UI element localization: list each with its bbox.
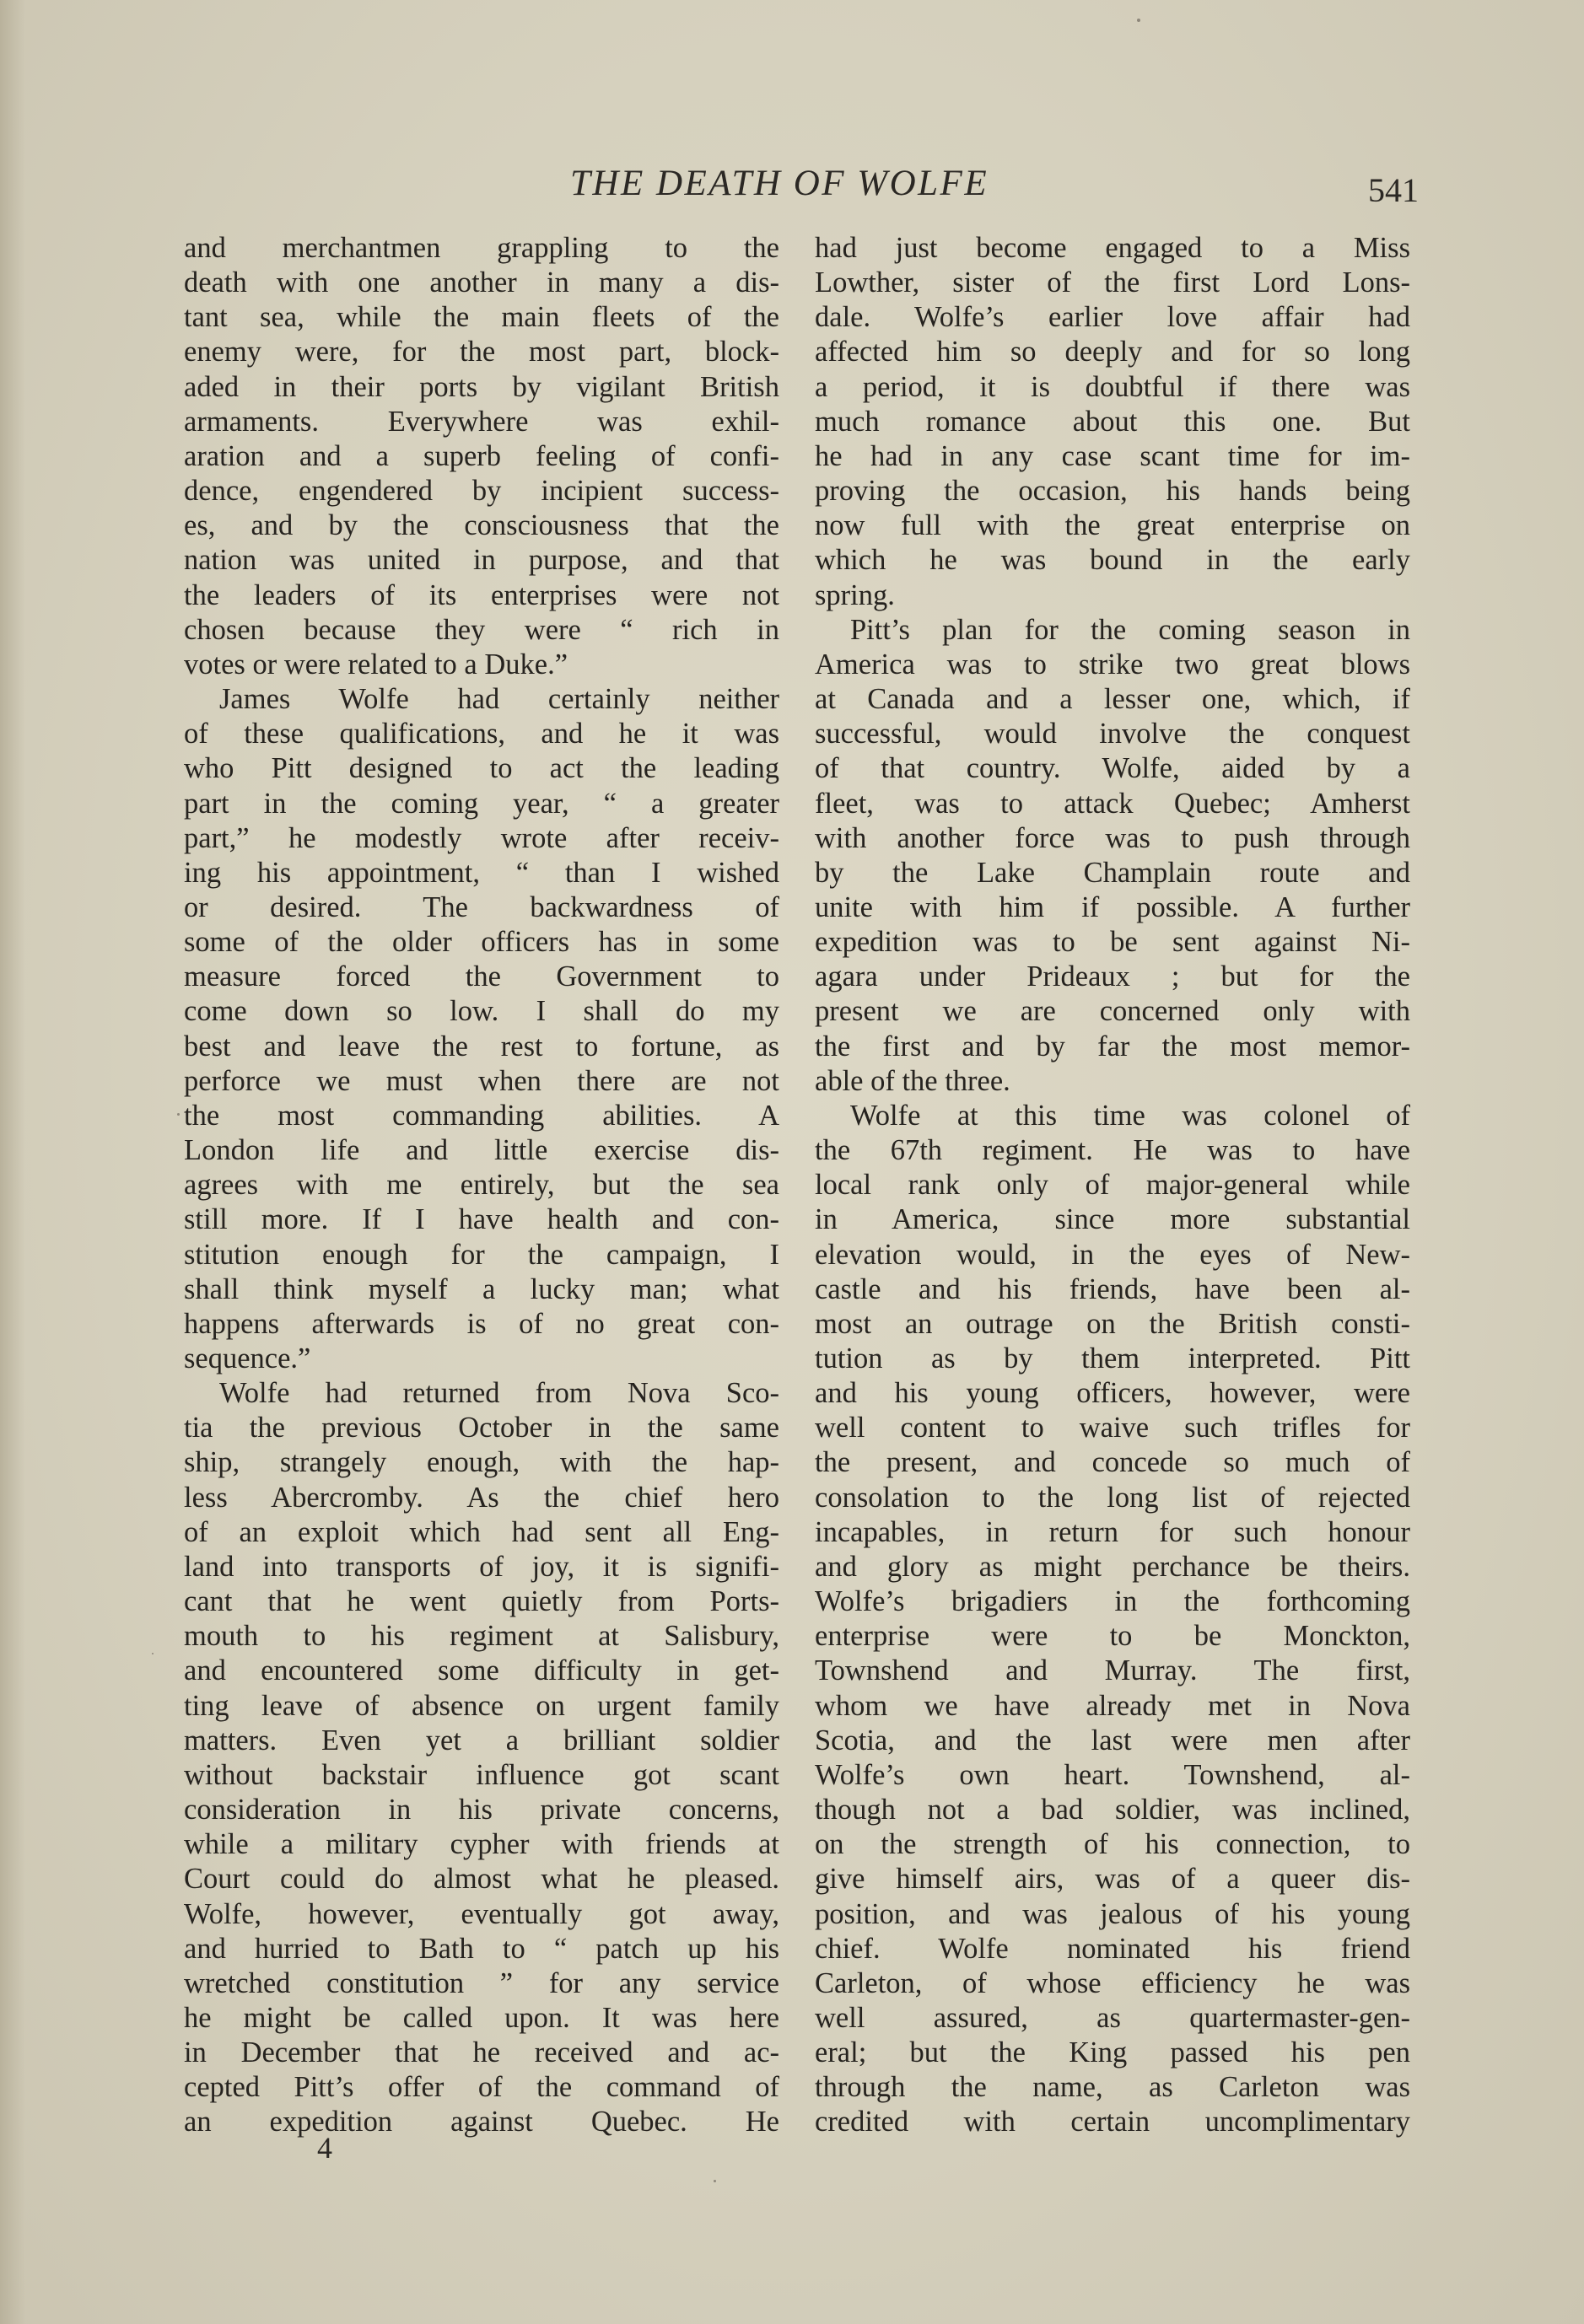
text-line: able of the three.: [815, 1064, 1010, 1097]
text-line: nation was united in purpose, and that: [184, 544, 779, 577]
text-line: cant that he went quietly from Ports-: [184, 1585, 779, 1618]
page-number: 541: [1368, 171, 1419, 209]
text-line: expedition was to be sent against Ni-: [815, 926, 1410, 959]
text-line: position, and was jealous of his young: [815, 1897, 1410, 1930]
paper-speck: [714, 2180, 716, 2182]
text-line: unite with him if possible. A further: [815, 890, 1410, 923]
text-line: armaments. Everywhere was exhil-: [184, 405, 779, 438]
text-line: though not a bad soldier, was inclined,: [815, 1794, 1410, 1826]
text-line: proving the occasion, his hands being: [815, 475, 1410, 508]
text-line: tution as by them interpreted. Pitt: [815, 1342, 1410, 1374]
text-line: votes or were related to a Duke.”: [184, 648, 568, 681]
text-line: part in the coming year, “ a greater: [184, 787, 779, 820]
text-line: Wolfe at this time was colonel of: [850, 1099, 1410, 1132]
text-line: of that country. Wolfe, aided by a: [815, 752, 1410, 785]
text-line: elevation would, in the eyes of New-: [815, 1238, 1410, 1271]
text-line: the leaders of its enterprises were not: [184, 578, 779, 611]
running-title: THE DEATH OF WOLFE: [570, 164, 989, 203]
text-line: part,” he modestly wrote after receiv-: [184, 821, 779, 854]
text-line: consideration in his private concerns,: [184, 1794, 779, 1826]
text-line: and his young officers, however, were: [815, 1377, 1410, 1410]
text-line: at Canada and a lesser one, which, if: [815, 683, 1410, 716]
text-line: and glory as might perchance be theirs.: [815, 1550, 1410, 1583]
text-column-right: [815, 231, 1410, 2171]
text-line: who Pitt designed to act the leading: [184, 752, 779, 785]
text-line: an expedition against Quebec. He: [184, 2106, 779, 2138]
text-line: well assured, as quartermaster-gen-: [815, 2001, 1410, 2034]
text-line: perforce we must when there are not: [184, 1064, 779, 1097]
text-line: while a military cypher with friends at: [184, 1828, 779, 1861]
text-line: in December that he received and ac-: [184, 2036, 779, 2069]
text-line: sequence.”: [184, 1342, 311, 1374]
text-line: the most commanding abilities. A: [184, 1099, 779, 1132]
paper-speck: [1137, 19, 1140, 22]
text-line: castle and his friends, have been al-: [815, 1272, 1410, 1305]
text-line: tant sea, while the main fleets of the: [184, 301, 779, 334]
text-line: dence, engendered by incipient success-: [184, 475, 779, 508]
text-line: the first and by far the most memor-: [815, 1030, 1410, 1062]
text-line: some of the older officers has in some: [184, 926, 779, 959]
text-line: whom we have already met in Nova: [815, 1689, 1410, 1722]
text-line: of these qualifications, and he it was: [184, 718, 779, 750]
text-line: affected him so deeply and for so long: [815, 336, 1410, 369]
text-line: chief. Wolfe nominated his friend: [815, 1932, 1410, 1965]
text-line: most an outrage on the British consti-: [815, 1307, 1410, 1340]
text-line: or desired. The backwardness of: [184, 890, 779, 923]
text-line: Carleton, of whose efficiency he was: [815, 1966, 1410, 1999]
text-line: America was to strike two great blows: [815, 648, 1410, 681]
text-line: ing his appointment, “ than I wished: [184, 856, 779, 889]
text-line: aration and a superb feeling of confi-: [184, 439, 779, 472]
text-line: Lowther, sister of the first Lord Lons-: [815, 266, 1410, 299]
text-line: and hurried to Bath to “ patch up his: [184, 1932, 779, 1965]
text-column-left: [184, 231, 779, 2171]
text-line: the present, and concede so much of: [815, 1446, 1410, 1479]
text-line: incapables, in return for such honour: [815, 1515, 1410, 1548]
text-line: tia the previous October in the same: [184, 1412, 779, 1444]
text-line: he might be called upon. It was here: [184, 2001, 779, 2034]
text-line: fleet, was to attack Quebec; Amherst: [815, 787, 1410, 820]
text-line: ting leave of absence on urgent family: [184, 1689, 779, 1722]
text-line: had just become engaged to a Miss: [815, 232, 1410, 264]
text-line: local rank only of major-general while: [815, 1169, 1410, 1202]
text-line: enterprise were to be Monckton,: [815, 1620, 1410, 1653]
text-line: credited with certain uncomplimentary: [815, 2106, 1410, 2138]
text-line: agara under Prideaux ; but for the: [815, 960, 1410, 993]
text-line: by the Lake Champlain route and: [815, 856, 1410, 889]
text-line: enemy were, for the most part, block-: [184, 336, 779, 369]
text-line: es, and by the consciousness that the: [184, 509, 779, 542]
text-line: aded in their ports by vigilant British: [184, 370, 779, 403]
text-line: Court could do almost what he pleased.: [184, 1863, 779, 1896]
text-line: without backstair influence got scant: [184, 1758, 779, 1791]
text-line: Pitt’s plan for the coming season in: [850, 613, 1410, 646]
text-line: he had in any case scant time for im-: [815, 439, 1410, 472]
text-line: stitution enough for the campaign, I: [184, 1238, 779, 1271]
text-line: through the name, as Carleton was: [815, 2071, 1410, 2104]
text-line: and encountered some difficulty in get-: [184, 1654, 779, 1687]
text-line: dale. Wolfe’s earlier love affair had: [815, 301, 1410, 334]
running-head: [0, 159, 1584, 209]
paper-speck: [177, 1113, 180, 1116]
signature-mark: 4: [317, 2131, 332, 2165]
text-line: a period, it is doubtful if there was: [815, 370, 1410, 403]
text-line: well content to waive such trifles for: [815, 1412, 1410, 1444]
text-line: eral; but the King passed his pen: [815, 2036, 1410, 2069]
text-line: cepted Pitt’s offer of the command of: [184, 2071, 779, 2104]
text-line: Scotia, and the last were men after: [815, 1724, 1410, 1756]
gutter-shadow: [0, 0, 25, 2324]
text-line: shall think myself a lucky man; what: [184, 1272, 779, 1305]
text-line: wretched constitution ” for any service: [184, 1966, 779, 1999]
text-line: Wolfe’s brigadiers in the forthcoming: [815, 1585, 1410, 1618]
text-line: of an exploit which had sent all Eng-: [184, 1515, 779, 1548]
text-line: agrees with me entirely, but the sea: [184, 1169, 779, 1202]
text-line: less Abercromby. As the chief hero: [184, 1481, 779, 1514]
text-line: happens afterwards is of no great con-: [184, 1307, 779, 1340]
text-line: James Wolfe had certainly neither: [219, 683, 779, 716]
text-line: London life and little exercise dis-: [184, 1134, 779, 1167]
text-line: Wolfe’s own heart. Townshend, al-: [815, 1758, 1410, 1791]
text-line: land into transports of joy, it is signifi-: [184, 1550, 779, 1583]
text-line: mouth to his regiment at Salisbury,: [184, 1620, 779, 1653]
paper-speck: [152, 1653, 154, 1654]
text-line: now full with the great enterprise on: [815, 509, 1410, 542]
text-line: the 67th regiment. He was to have: [815, 1134, 1410, 1167]
text-line: and merchantmen grappling to the: [184, 232, 779, 264]
text-line: on the strength of his connection, to: [815, 1828, 1410, 1861]
text-line: which he was bound in the early: [815, 544, 1410, 577]
text-line: Wolfe, however, eventually got away,: [184, 1897, 779, 1930]
text-line: ship, strangely enough, with the hap-: [184, 1446, 779, 1479]
text-line: measure forced the Government to: [184, 960, 779, 993]
text-line: consolation to the long list of rejected: [815, 1481, 1410, 1514]
text-line: with another force was to push through: [815, 821, 1410, 854]
text-line: in America, since more substantial: [815, 1203, 1410, 1236]
text-line: still more. If I have health and con-: [184, 1203, 779, 1236]
text-line: matters. Even yet a brilliant soldier: [184, 1724, 779, 1756]
text-line: chosen because they were “ rich in: [184, 613, 779, 646]
text-line: Wolfe had returned from Nova Sco-: [219, 1377, 779, 1410]
text-line: much romance about this one. But: [815, 405, 1410, 438]
text-line: successful, would involve the conquest: [815, 718, 1410, 750]
text-line: Townshend and Murray. The first,: [815, 1654, 1410, 1687]
text-line: give himself airs, was of a queer dis-: [815, 1863, 1410, 1896]
text-line: come down so low. I shall do my: [184, 995, 779, 1028]
text-line: death with one another in many a dis-: [184, 266, 779, 299]
text-line: present we are concerned only with: [815, 995, 1410, 1028]
text-line: best and leave the rest to fortune, as: [184, 1030, 779, 1062]
text-line: spring.: [815, 578, 895, 611]
